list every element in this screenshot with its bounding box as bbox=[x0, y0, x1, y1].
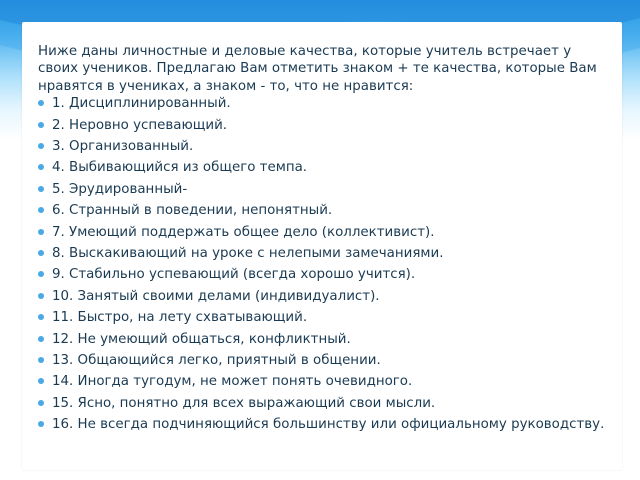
bullet-icon bbox=[38, 271, 44, 277]
list-item bbox=[38, 117, 608, 134]
bullet-icon bbox=[38, 229, 44, 235]
bullet-icon bbox=[38, 250, 44, 256]
list-item bbox=[38, 202, 608, 219]
bullet-icon bbox=[38, 143, 44, 149]
list-item-text: 1. Дисциплинированный. bbox=[52, 96, 231, 112]
list-item bbox=[38, 245, 608, 262]
bullet-icon bbox=[38, 378, 44, 384]
bullet-icon bbox=[38, 293, 44, 299]
list-item-text: 9. Стабильно успевающий (всегда хорошо учится). bbox=[52, 267, 416, 283]
list-item-text: 10. Занятый своими делами (индивидуалист). bbox=[52, 288, 380, 304]
bullet-icon bbox=[38, 336, 44, 342]
list-item-text: 2. Неровно успевающий. bbox=[52, 117, 228, 133]
list-item-text: 4. Выбивающийся из общего темпа. bbox=[52, 160, 308, 176]
bullet-icon bbox=[38, 357, 44, 363]
list-item-text: 13. Общающийся легко, приятный в общении. bbox=[52, 352, 381, 368]
bullet-icon bbox=[38, 186, 44, 192]
bullet-icon bbox=[38, 100, 44, 106]
intro-text: Ниже даны личностные и деловые качества, которые учитель встречает у своих учеников. Предлагаю Вам отметить знаком + те качества, которые Вам нравятся в учениках, а знаком - то, что не нравится: bbox=[38, 44, 597, 94]
list-item bbox=[38, 266, 608, 283]
list-item bbox=[38, 373, 608, 390]
list-item bbox=[38, 138, 608, 155]
list-item-text: 6. Странный в поведении, непонятный. bbox=[52, 203, 333, 219]
bullet-icon bbox=[38, 400, 44, 406]
list-item bbox=[38, 395, 608, 412]
list-item bbox=[38, 224, 608, 241]
list-item bbox=[38, 331, 608, 348]
list-item-text: 7. Умеющий поддержать общее дело (коллективист). bbox=[52, 224, 435, 240]
list-item-text: 16. Не всегда подчиняющийся большинству или официальному руководству. bbox=[52, 417, 605, 433]
bullet-icon bbox=[38, 207, 44, 213]
list-item bbox=[38, 416, 608, 433]
list-item bbox=[38, 352, 608, 369]
list-item bbox=[38, 95, 608, 112]
slide-content bbox=[38, 43, 608, 437]
list-item-text: 12. Не умеющий общаться, конфликтный. bbox=[52, 331, 351, 347]
qualities-list bbox=[38, 95, 608, 433]
list-item bbox=[38, 288, 608, 305]
bullet-icon bbox=[38, 164, 44, 170]
list-item-text: 3. Организованный. bbox=[52, 139, 194, 154]
list-item-text: 11. Быстро, на лету схватывающий. bbox=[52, 310, 308, 326]
list-item-text: 14. Иногда тугодум, не может понять очевидного. bbox=[52, 374, 413, 390]
list-item bbox=[38, 159, 608, 176]
list-item-text: 5. Эрудированный- bbox=[52, 181, 188, 197]
bullet-icon bbox=[38, 314, 44, 320]
bullet-icon bbox=[38, 421, 44, 427]
bullet-icon bbox=[38, 122, 44, 128]
list-item-text: 8. Выскакивающий на уроке с нелепыми замечаниями. bbox=[52, 245, 444, 261]
list-item-text: 15. Ясно, понятно для всех выражающий свои мысли. bbox=[52, 395, 436, 411]
list-item bbox=[38, 309, 608, 326]
list-item bbox=[38, 181, 608, 198]
